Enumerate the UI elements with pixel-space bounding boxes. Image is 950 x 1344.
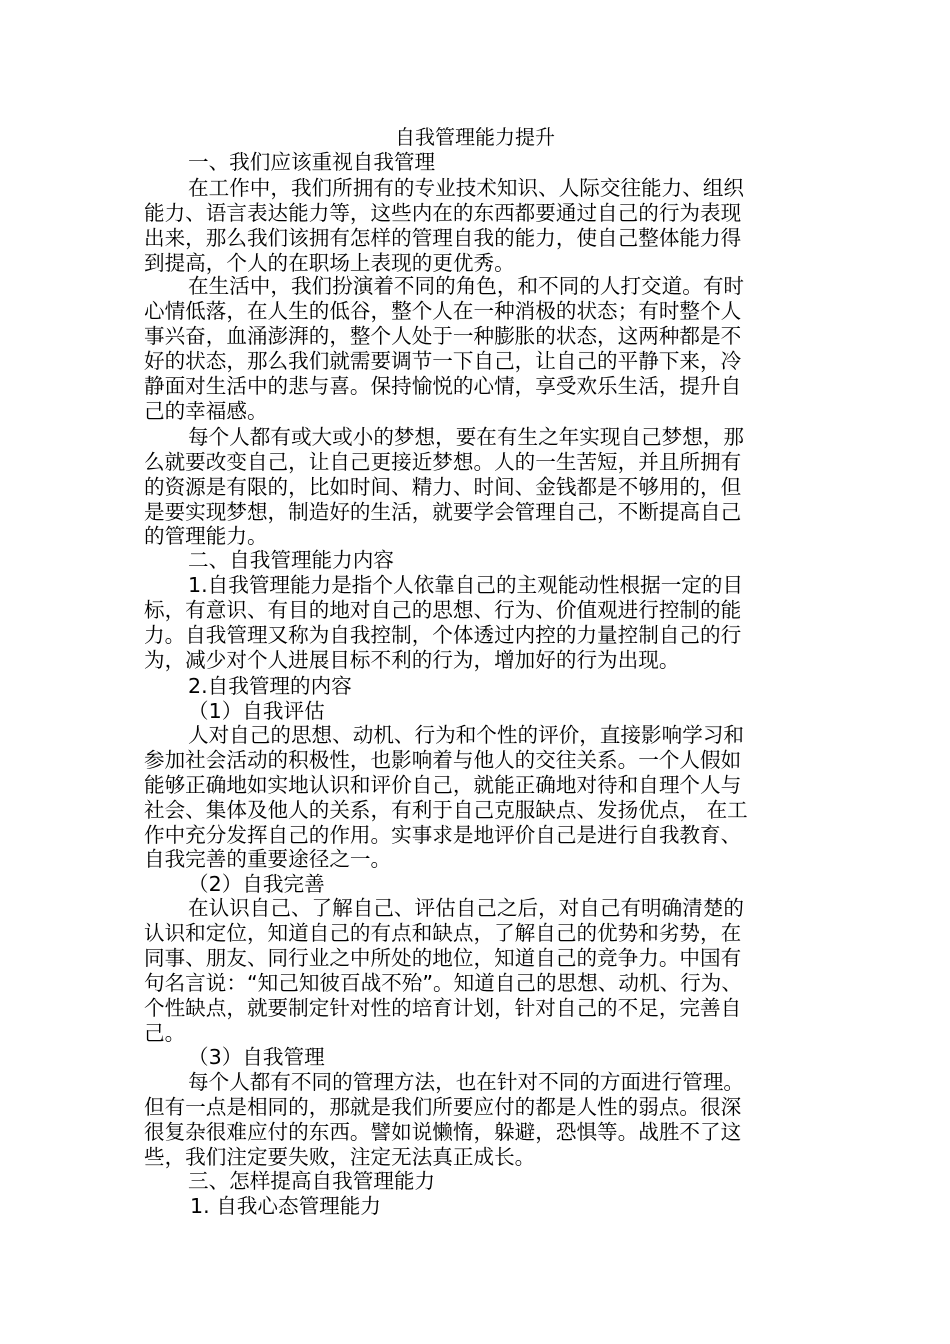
- paragraph-line: 能够正确地如实地认识和评价自己，就能正确地对待和自理个人与: [144, 773, 742, 797]
- paragraph-line: 己。: [144, 1021, 186, 1045]
- paragraph-line: 能力、语言表达能力等，这些内在的东西都要通过自己的行为表现: [144, 201, 742, 225]
- paragraph-line: 到提高，个人的在职场上表现的更优秀。: [144, 251, 515, 275]
- paragraph-line: 作中充分发挥自己的作用。实事求是地评价自己是进行自我教育、: [144, 823, 742, 847]
- paragraph-line: 静面对生活中的悲与喜。保持愉悦的心情，享受欢乐生活，提升自: [144, 374, 742, 398]
- paragraph-line: 每个人都有或大或小的梦想，要在有生之年实现自己梦想，那: [188, 425, 745, 449]
- subsection-heading: （1）自我评估: [188, 699, 325, 723]
- section-heading-2: 二、自我管理能力内容: [188, 548, 394, 572]
- paragraph-line: 认识和定位，知道自己的有点和缺点，了解自己的优势和劣势，在: [144, 921, 742, 945]
- paragraph-line: 出来，那么我们该拥有怎样的管理自我的能力，使自己整体能力得: [144, 226, 742, 250]
- paragraph-line: 心情低落，在人生的低谷，整个人在一种消极的状态；有时整个人: [144, 299, 742, 323]
- paragraph-line: 1.自我管理能力是指个人依靠自己的主观能动性根据一定的目: [188, 573, 744, 597]
- section-heading-1: 一、我们应该重视自我管理: [188, 150, 436, 174]
- paragraph-line: 的资源是有限的，比如时间、精力、时间、金钱都是不够用的，但: [144, 475, 742, 499]
- paragraph-line: 参加社会活动的积极性，也影响着与他人的交往关系。一个人假如: [144, 748, 742, 772]
- paragraph-line: 同事、朋友、同行业之中所处的地位，知道自己的竞争力。中国有: [144, 946, 742, 970]
- paragraph-line: 力。自我管理又称为自我控制，个体透过内控的力量控制自己的行: [144, 623, 742, 647]
- subsection-heading: （3）自我管理: [188, 1045, 325, 1069]
- paragraph-line: 的管理能力。: [144, 524, 268, 548]
- paragraph-line: 人对自己的思想、动机、行为和个性的评价，直接影响学习和: [188, 723, 745, 747]
- paragraph-line: 个性缺点，就要制定针对性的培育计划，针对自己的不足，完善自: [144, 996, 742, 1020]
- section-heading-3: 三、怎样提高自我管理能力: [188, 1169, 436, 1193]
- document-title: 自我管理能力提升: [395, 125, 555, 149]
- subsection-heading: 2.自我管理的内容: [188, 674, 352, 698]
- paragraph-line: 些，我们注定要失败，注定无法真正成长。: [144, 1145, 536, 1169]
- paragraph-line: 自我完善的重要途径之一。: [144, 847, 392, 871]
- paragraph-line: 在生活中，我们扮演着不同的角色，和不同的人打交道。有时: [188, 274, 745, 298]
- paragraph-line: 在认识自己、了解自己、评估自己之后，对自己有明确清楚的: [188, 896, 745, 920]
- subsection-heading: 1. 自我心态管理能力: [190, 1194, 381, 1218]
- paragraph-line: 是要实现梦想，制造好的生活，就要学会管理自己，不断提高自己: [144, 500, 742, 524]
- subsection-heading: （2）自我完善: [188, 872, 325, 896]
- paragraph-line: 事兴奋，血涌澎湃的，整个人处于一种膨胀的状态，这两种都是不: [144, 324, 742, 348]
- paragraph-line: 句名言说：“知己知彼百战不殆”。知道自己的思想、动机、行为、: [144, 971, 742, 995]
- paragraph-line: 每个人都有不同的管理方法，也在针对不同的方面进行管理。: [188, 1070, 745, 1094]
- paragraph-line: 标，有意识、有目的地对自己的思想、行为、价值观进行控制的能: [144, 598, 742, 622]
- paragraph-line: 为，减少对个人进展目标不利的行为，增加好的行为出现。: [144, 648, 680, 672]
- paragraph-line: 但有一点是相同的，那就是我们所要应付的都是人性的弱点。很深: [144, 1095, 742, 1119]
- paragraph-line: 么就要改变自己，让自己更接近梦想。人的一生苦短，并且所拥有: [144, 450, 742, 474]
- paragraph-line: 很复杂很难应付的东西。譬如说懒惰，躲避，恐惧等。战胜不了这: [144, 1120, 742, 1144]
- paragraph-line: 好的状态，那么我们就需要调节一下自己，让自己的平静下来，冷: [144, 349, 742, 373]
- paragraph-line: 己的幸福感。: [144, 399, 268, 423]
- paragraph-line: 社会、集体及他人的关系，有利于自己克服缺点、发扬优点， 在工: [144, 798, 748, 822]
- paragraph-line: 在工作中，我们所拥有的专业技术知识、人际交往能力、组织: [188, 176, 745, 200]
